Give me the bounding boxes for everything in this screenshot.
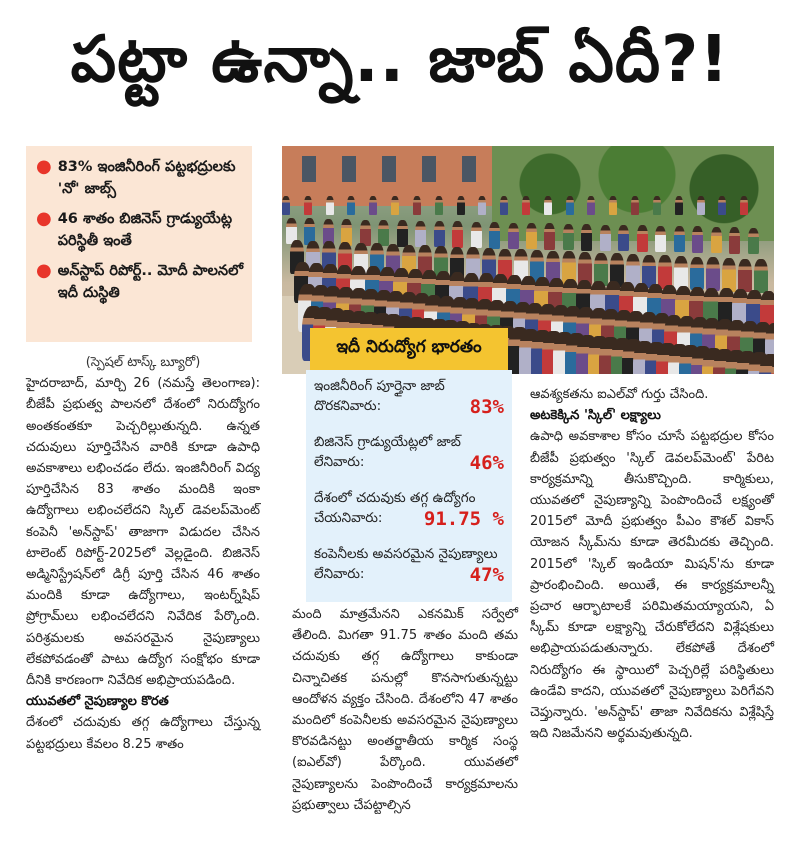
article-paragraph: హైదరాబాద్, మార్చి 26 (నమస్తే తెలంగాణ): బీజేపీ ప్రభుత్వ పాలనలో దేశంలో నిరుద్యోగం అంతకంతకూ పెచ్చరిల్లుతున్నది. ఉన్నత చదువులు పూర్తిచేసిన వారికి కూడా ఉపాధి అవకాశాలు లభించడం లేదు. ఇంజినీరింగ్ విద్య పూర్తిచేసిన 83 శాతం మందికి ఇంకా ఉద్యోగాలు లభించలేదని స్కిల్ డెవలప్‌మెంట్ కంపెనీ 'అన్‌స్టాప్' తాజాగా విడుదల చేసిన టాలెంట్ రిపోర్ట్-2025లో వెల్లడైంది. బిజినెస్ అడ్మినిస్ట్రేషన్‌లో డిగ్రీ పూర్తి చేసిన 46 శాతం మందికి కూడా ఉద్యోగాలు, ఇంటర్న్‌షిప్ ప్రోగ్రామ్‌లు లభించలేదని నివేదిక పేర్కొంది. పరిశ్రమలకు అవసరమైన నైపుణ్యాలు లేకపోవడంతో పాటు ఉద్యోగ సంక్షోభం కూడా దీనికి కారణంగా నివేదిక అభిప్రాయపడింది.	[26, 376, 260, 689]
crowd-person	[282, 196, 290, 215]
crowd-person	[754, 259, 768, 293]
crowd-person	[729, 227, 740, 253]
crowd-person	[566, 196, 574, 215]
crowd-person	[347, 196, 355, 215]
crowd-person	[522, 196, 530, 215]
crowd-person	[378, 220, 389, 246]
stat-item	[314, 432, 504, 474]
box-title: ఇదీ నిరుద్యోగ భారతం	[310, 328, 508, 370]
stat-item	[314, 488, 504, 530]
crowd-person	[718, 196, 726, 215]
subheading: అటకెక్కిన 'స్కిల్' లక్ష్యాలు	[530, 408, 661, 424]
crowd-person	[706, 257, 720, 291]
bullet-icon: ●	[36, 156, 52, 177]
article-paragraph: ఆవశ్యకతను ఐఎల్‌వో గుర్తు చేసింది.	[530, 387, 709, 402]
crowd-person	[391, 196, 399, 215]
crowd-person	[674, 256, 688, 290]
byline: (స్పెషల్ టాస్క్ బ్యూరో)	[85, 355, 201, 370]
article-column-2	[292, 604, 518, 816]
headline: పట్టా ఉన్నా.. జాబ్ ఏదీ?!	[70, 23, 730, 97]
stat-value: 91.75 %	[423, 508, 504, 530]
stat-value: 46%	[469, 452, 504, 474]
crowd-person	[674, 226, 685, 252]
crowd-person	[581, 224, 592, 250]
stat-item	[314, 376, 504, 418]
crowd-person	[740, 196, 748, 215]
bullet-icon: ●	[36, 260, 52, 281]
crowd-person	[544, 223, 555, 249]
crowd-person	[544, 196, 552, 215]
crowd-person	[489, 222, 500, 248]
highlight-text: 83% ఇంజినీరింగ్ పట్టభద్రులకు 'నో' జాబ్స్	[57, 159, 236, 197]
article-paragraph: ఉపాధి అవకాశాల కోసం చూసే పట్టభద్రుల కోసం బీజేపీ ప్రభుత్వం 'స్కిల్ డెవలప్‌మెంట్' పేరిట కార్యక్రమాన్ని తీసుకొచ్చింది. కార్మికులు, యువతలో నైపుణ్యాన్ని పెంపొందించే లక్ష్యంతో 2015లో మోదీ ప్రభుత్వం పీఎం కౌశల్ వికాస్ యోజన స్కీమ్‌ను కూడా తెరమీదకు తెచ్చింది. 2015లో 'స్కిల్ ఇండియా మిషన్'ను కూడా ప్రారంభించింది. అయితే, ఈ కార్యక్రమాలన్నీ ప్రచార ఆర్భాటాలకే పరిమితమయ్యాయని, ఏ స్కీమ్ కూడా లక్ష్యాన్ని చేరుకోలేదని విశ్లేషకులు అభిప్రాయపడుతున్నారు. లేకపోతే దేశంలో నిరుద్యోగం ఈ స్థాయిలో పెచ్చరిల్లే పరిస్థితులు ఉండేవి కాదని, యువతలో నైపుణ్యాలు పెరిగేవని చెప్తున్నారు. 'అన్‌స్టాప్' తాజా నివేదికను విశ్లేషిస్తే ఇది నిజమేనని అర్థమవుతున్నది.	[530, 429, 774, 742]
stat-label: కంపెనీలకు అవసరమైన నైపుణ్యాలు లేనివారు:	[314, 546, 498, 582]
article-column-3	[530, 384, 774, 744]
crowd-person	[675, 196, 683, 215]
crowd-person	[434, 221, 445, 247]
highlight-item	[36, 208, 244, 252]
crowd-person	[692, 226, 703, 252]
stat-label: ఇంజినీరింగ్ పూర్తైనా జాబ్ దొరకనివారు:	[314, 378, 445, 414]
stat-label: బిజినెస్ గ్రాడ్యుయేట్లలో జాబ్ లేనివారు:	[314, 434, 461, 470]
crowd-person	[697, 196, 705, 215]
crowd-person	[658, 255, 672, 289]
stat-label: దేశంలో చదువుకు తగ్గ ఉద్యోగం చేయనివారు:	[314, 490, 476, 526]
crowd-person	[369, 196, 377, 215]
crowd-person	[609, 196, 617, 215]
crowd-person	[526, 223, 537, 249]
crowd-person	[655, 226, 666, 252]
crowd-person	[722, 258, 736, 292]
crowd-person	[653, 196, 661, 215]
crowd-person	[326, 196, 334, 215]
stat-value: 47%	[469, 564, 504, 586]
article-paragraph: మంది మాత్రమేనని ఎకనమిక్ సర్వేలో తేలింది. మిగతా 91.75 శాతం మంది తమ చదువుకు తగ్గ ఉద్యోగాలు కాకుండా చిన్నాచితక పనుల్లో కొనసాగుతున్నట్టు ఆందోళన వ్యక్తం చేసింది. దేశంలోని 47 శాతం మందిలో కంపెనీలకు అవసరమైన నైపుణ్యాలు కొరవడినట్టు అంతర్జాతీయ కార్మిక సంస్థ (ఐఎల్‌వో) పేర్కొంది. యువతలో నైపుణ్యాలను పెంపొందించే కార్యక్రమాలను ప్రభుత్వాలు చేపట్టాల్సిన	[292, 607, 518, 813]
crowd-person	[508, 223, 519, 249]
crowd-person	[452, 221, 463, 247]
article-column-1	[26, 352, 260, 755]
stat-item	[314, 544, 504, 586]
stat-value: 83%	[469, 396, 504, 418]
highlight-item	[36, 156, 244, 200]
subheading: యువతలో నైపుణ్యాల కొరత	[26, 694, 169, 710]
highlight-item	[36, 260, 244, 304]
highlights-box	[26, 146, 252, 342]
crowd-person	[397, 220, 408, 246]
crowd-person	[413, 196, 421, 215]
crowd-person	[500, 196, 508, 215]
crowd-person	[360, 220, 371, 246]
crowd-person	[631, 196, 639, 215]
crowd-person	[587, 196, 595, 215]
highlight-text: 46 శాతం బిజినెస్ గ్రాడ్యుయేట్ల పరిస్థితీ ఇంతే	[57, 211, 233, 249]
crowd-person	[637, 225, 648, 251]
stats-box	[306, 370, 512, 602]
crowd-person	[457, 196, 465, 215]
crowd-person	[435, 196, 443, 215]
crowd-person	[600, 225, 611, 251]
crowd-person	[690, 257, 704, 291]
crowd-person	[563, 224, 574, 250]
crowd-person	[711, 227, 722, 253]
highlight-text: అన్‌స్టాప్ రిపోర్ట్.. మోదీ పాలనలో ఇదీ దుస్థితి	[57, 263, 243, 301]
crowd-person	[471, 222, 482, 248]
crowd-person	[415, 221, 426, 247]
bullet-icon: ●	[36, 208, 52, 229]
article-paragraph: దేశంలో చదువుకు తగ్గ ఉద్యోగాలు చేస్తున్న పట్టభద్రులు కేవలం 8.25 శాతం	[26, 715, 260, 752]
crowd-person	[478, 196, 486, 215]
crowd-person	[738, 259, 752, 293]
crowd-person	[304, 196, 312, 215]
crowd-person	[618, 225, 629, 251]
crowd-person	[748, 228, 759, 254]
